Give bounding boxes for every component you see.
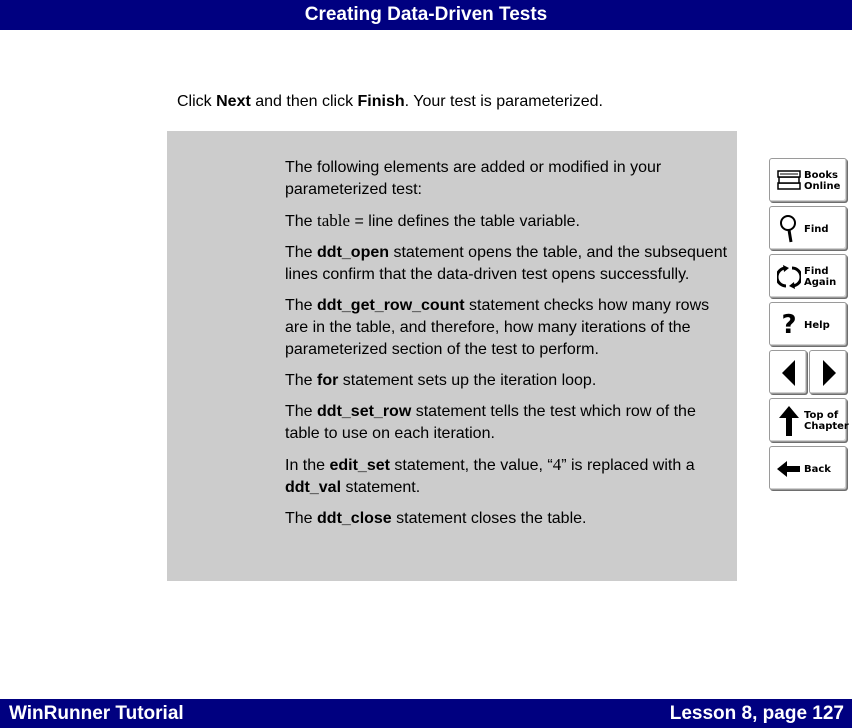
note-para-for: The for statement sets up the iteration loop. xyxy=(285,372,597,389)
note-para-ddt-set-row: The ddt_set_row statement tells the test which row of the table to use on each iteration. xyxy=(285,403,696,442)
find-again-icon xyxy=(776,261,802,293)
help-button[interactable]: ? Help xyxy=(769,302,847,346)
books-online-button[interactable]: Books Online xyxy=(769,158,847,202)
page-title-bar xyxy=(0,0,852,30)
next-page-button[interactable] xyxy=(809,350,847,394)
question-mark-icon: ? xyxy=(781,310,797,340)
find-button[interactable]: Find xyxy=(769,206,847,250)
note-para-ddt-open: The ddt_open statement opens the table, and the subsequent lines confirm that the data-driven test opens successfully. xyxy=(285,244,728,283)
intro-text: Click Next and then click Finish. Your test is parameterized. xyxy=(177,93,603,110)
top-arrow-icon xyxy=(776,405,802,437)
note-para-intro: The following elements are added or modified in your parameterized test: xyxy=(285,159,662,198)
magnifier-icon xyxy=(776,213,802,245)
top-of-chapter-button[interactable]: Top of Chapter xyxy=(769,398,847,442)
footer-page-number: Lesson 8, page 127 xyxy=(669,703,844,724)
back-button[interactable]: Back xyxy=(769,446,847,490)
footer-bar xyxy=(0,699,852,728)
finish-keyword: Finish xyxy=(357,93,405,110)
next-keyword: Next xyxy=(216,93,251,110)
find-again-button[interactable]: Find Again xyxy=(769,254,847,298)
note-para-edit-set: In the edit_set statement, the value, “4” is replaced with a ddt_val statement. xyxy=(285,455,695,496)
books-icon xyxy=(776,165,802,197)
next-arrow-icon xyxy=(816,357,842,389)
previous-page-button[interactable] xyxy=(769,350,807,394)
note-para-ddt-close: The ddt_close statement closes the table. xyxy=(285,510,587,527)
note-para-table: The table = line defines the table variable. xyxy=(285,211,580,230)
footer-title: WinRunner Tutorial xyxy=(9,703,184,724)
note-para-ddt-get-row-count: The ddt_get_row_count statement checks how many rows are in the table, and therefore, how many iterations of the parameterized section of the test to perform. xyxy=(285,297,710,358)
page-title: Creating Data-Driven Tests xyxy=(304,4,548,25)
previous-arrow-icon xyxy=(776,357,802,389)
note-panel-text xyxy=(285,157,733,539)
back-arrow-icon xyxy=(776,453,802,485)
